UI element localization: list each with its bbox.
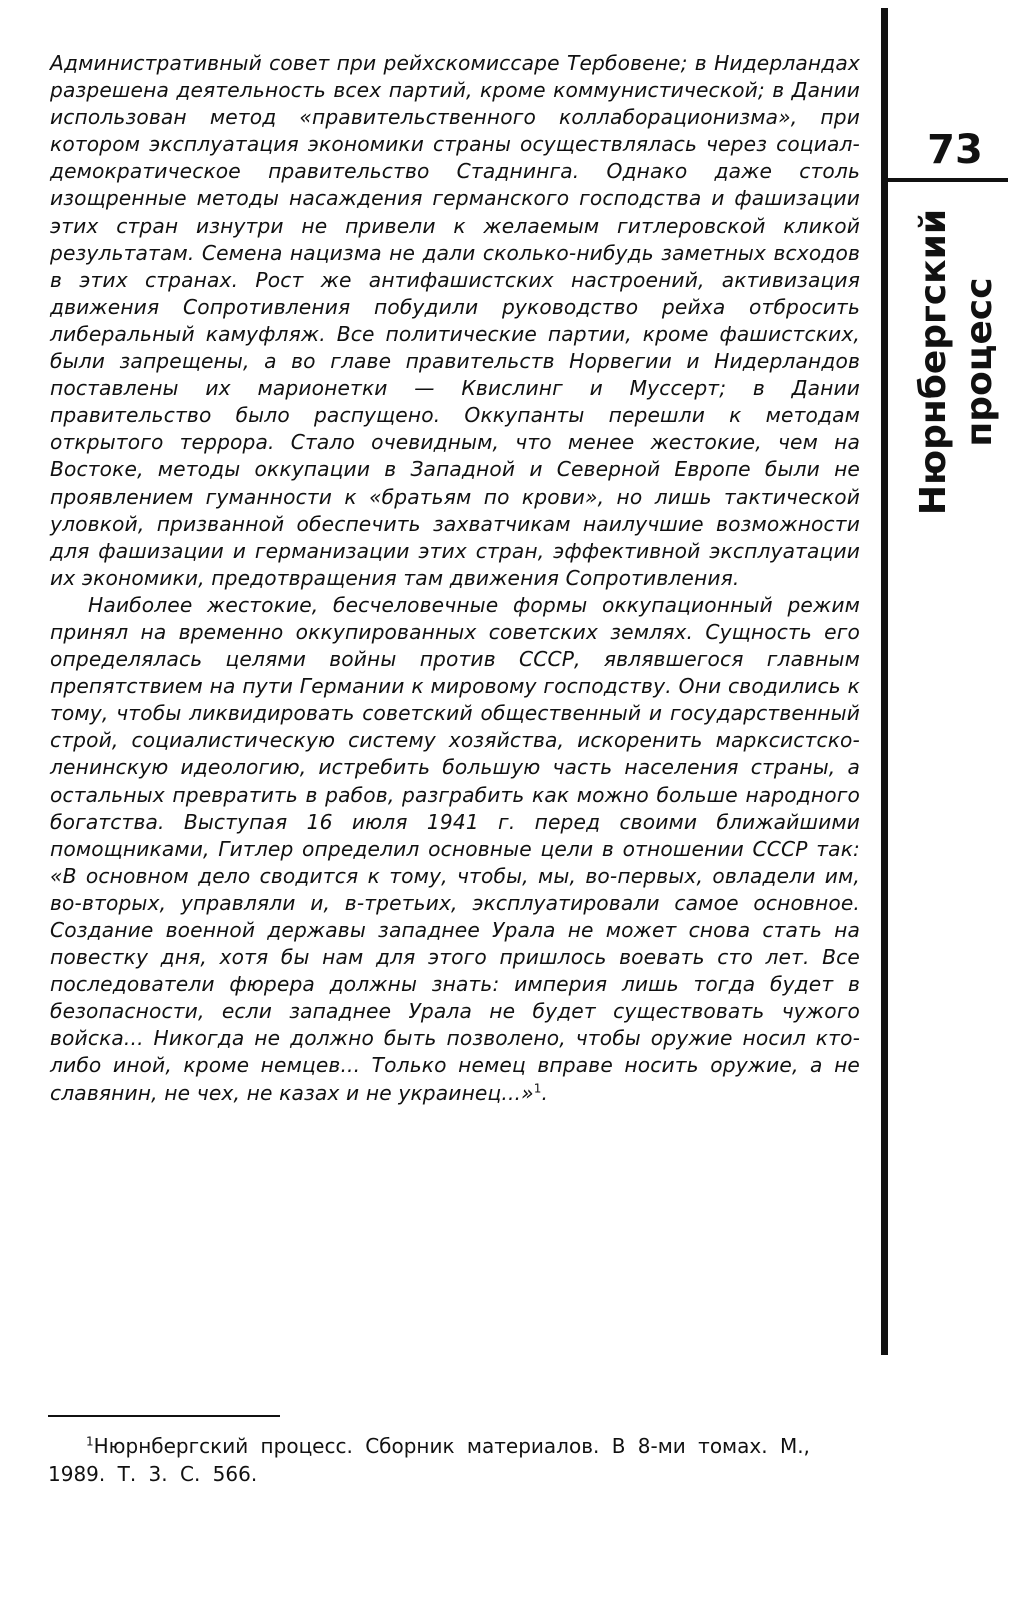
- footnote-text: Нюрнбергский процесс. Сборник материалов. В 8-ми томах. М., 1989. Т. 3. С. 566.: [48, 1434, 810, 1486]
- running-head-line2: процесс: [959, 277, 1000, 447]
- margin-rule: [881, 8, 888, 1355]
- paragraph-1: Административный совет при рейхскомиссаре Тербовене; в Нидерландах разрешена деятельность всех партий, кроме коммунистической; в Дании использован метод «правительственного коллаборационизма», при котором эксплуатация экономики страны осуществлялась через социал-демократическое правительство Стаднинга. Однако даже столь изощренные методы насаждения германского господства и фашизации этих стран изнутри не привели к желаемым гитлеровской кликой результатам. Семена нацизма не дали сколько-нибудь заметных всходов в этих странах. Рост же антифашистских настроений, активизация движения Сопротивления побудили руководство рейха отбросить либеральный камуфляж. Все политические партии, кроме фашистских, были запрещены, а во главе правительств Норвегии и Нидерландов поставлены их марионетки — Квислинг и Муссерт; в Дании правительство было распущено. Оккупанты перешли к методам открытого террора. Стало очевидным, что менее жестокие, чем на Востоке, методы оккупации в Западной и Северной Европе были не проявлением гуманности к «братьям по крови», но лишь тактической уловкой, призванной обеспечить захватчикам наилучшие возможности для фашизации и германизации этих стран, эффективной эксплуатации их экономики, предотвращения там движения Сопротивления.: [50, 51, 860, 590]
- running-head-line1: Нюрнбергский: [913, 208, 954, 516]
- main-text: [50, 50, 860, 1107]
- page-number: 73: [927, 127, 983, 173]
- footnote-ref[interactable]: 1: [533, 1080, 542, 1095]
- page-number-rule: [888, 178, 1008, 182]
- footnote-rule: [48, 1415, 280, 1417]
- footnote: [48, 1432, 878, 1488]
- footnote-marker: 1: [86, 1434, 94, 1449]
- paragraph-2: Наиболее жестокие, бесчеловечные формы оккупационный режим принял на временно оккупированных советских землях. Сущность его определялась целями войны против СССР, являвшегося главным препятствием на пути Германии к мировому господству. Они сводились к тому, чтобы ликвидировать советский общественный и государственный строй, социалистическую систему хозяйства, искоренить марксистско-ленинскую идеологию, истребить большую часть населения страны, а остальных превратить в рабов, разграбить как можно больше народного богатства. Выступая 16 июля 1941 г. перед своими ближайшими помощниками, Гитлер определил основные цели в отношении СССР так: «В основном дело сводится к тому, чтобы, мы, во-первых, овладели им, во-вторых, управляли и, в-третьих, эксплуатировали самое основное. Создание военной державы западнее Урала не может снова стать на повестку дня, хотя бы нам для этого пришлось воевать сто лет. Все последователи фюрера должны знать: империя лишь тогда будет в безопасности, если западнее Урала не будет существовать чужого войска... Никогда не должно быть позволено, чтобы оружие носил кто-либо иной, кроме немцев... Только немец вправе носить оружие, а не славянин, не чех, не казах и не украинец...»$^1$.: [50, 592, 860, 1105]
